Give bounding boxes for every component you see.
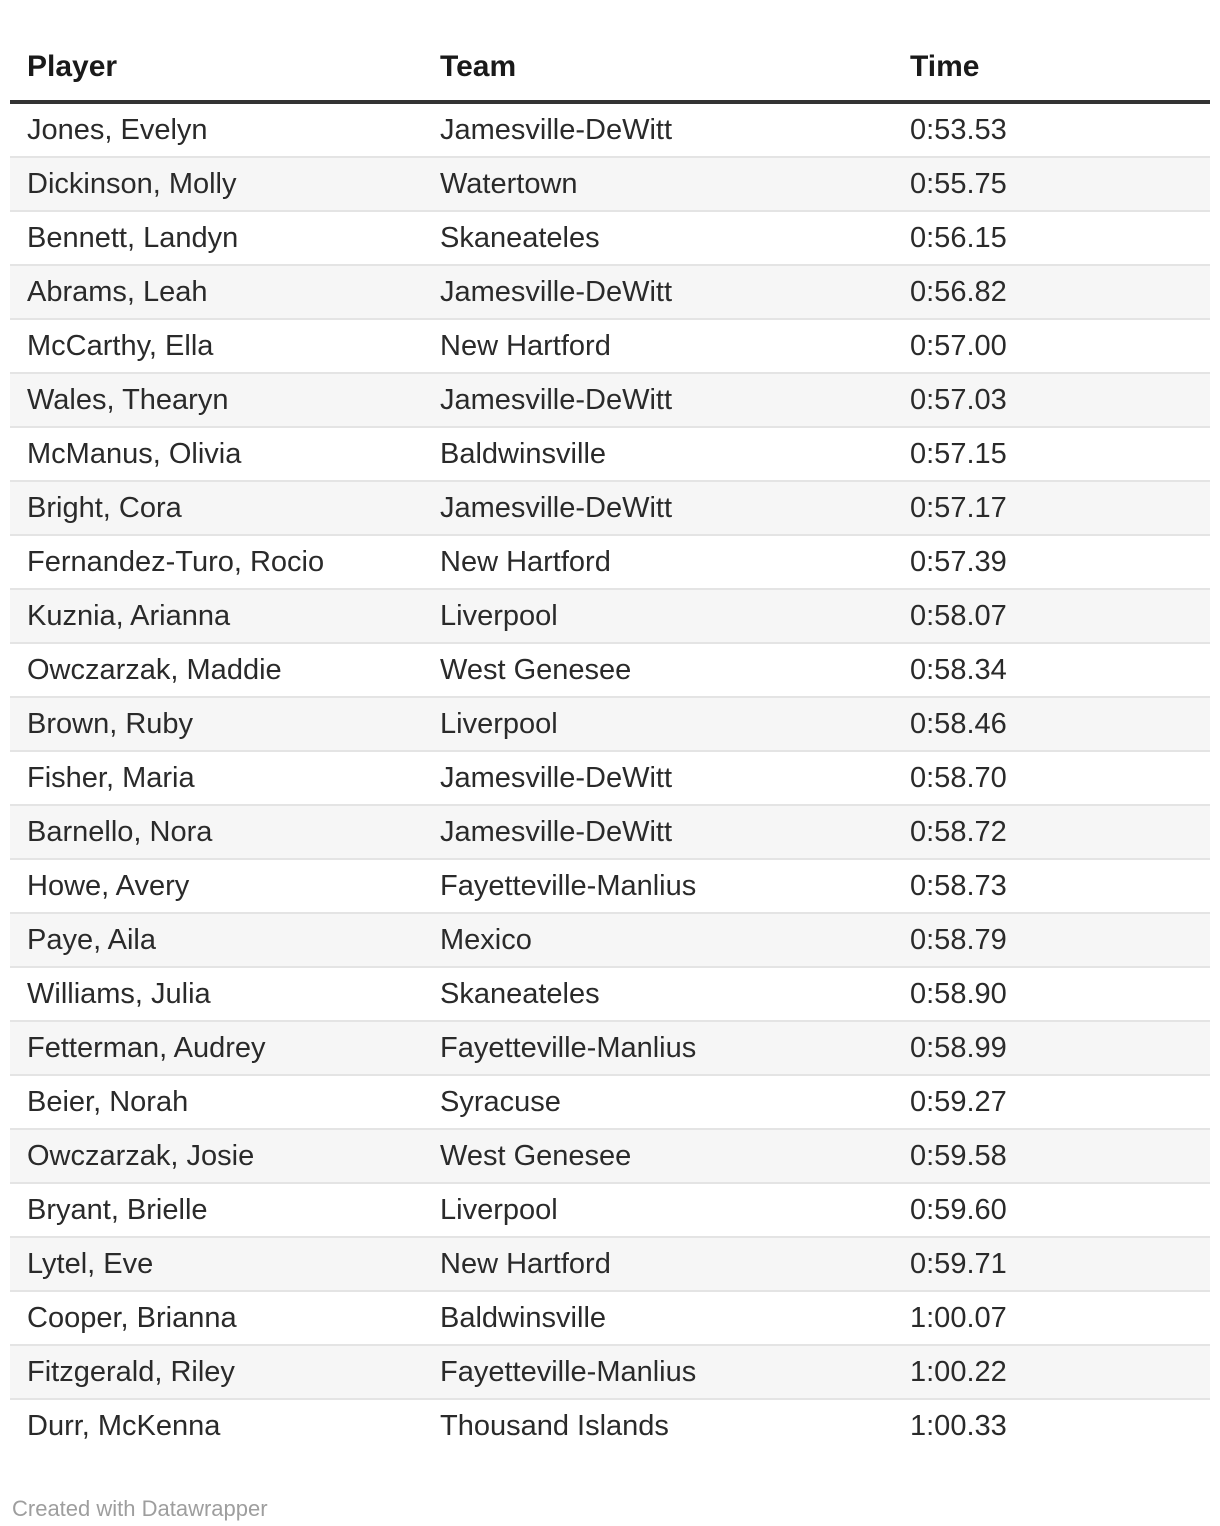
time-cell: 1:00.22 <box>893 1345 1210 1399</box>
results-table <box>10 40 1210 1452</box>
team-cell: Jamesville-DeWitt <box>423 805 893 859</box>
time-cell: 0:58.07 <box>893 589 1210 643</box>
table-body <box>10 102 1210 1452</box>
team-cell: Liverpool <box>423 1183 893 1237</box>
team-cell: Fayetteville-Manlius <box>423 1021 893 1075</box>
table-row <box>10 481 1210 535</box>
table-row <box>10 157 1210 211</box>
player-cell: Durr, McKenna <box>27 1409 221 1442</box>
player-cell: Howe, Avery <box>10 859 423 913</box>
team-cell: New Hartford <box>423 535 893 589</box>
time-cell: 0:59.60 <box>893 1183 1210 1237</box>
table-row <box>10 643 1210 697</box>
player-cell: Brown, Ruby <box>10 697 423 751</box>
player-cell: Williams, Julia <box>10 967 423 1021</box>
player-cell: Kuznia, Arianna <box>10 589 423 643</box>
team-cell: Liverpool <box>423 589 893 643</box>
time-cell: 0:58.72 <box>893 805 1210 859</box>
table-row <box>10 1183 1210 1237</box>
time-cell: 0:57.39 <box>893 535 1210 589</box>
player-cell: Dickinson, Molly <box>10 157 423 211</box>
table-row <box>10 535 1210 589</box>
table-row <box>10 1129 1210 1183</box>
time-cell: 0:58.46 <box>893 697 1210 751</box>
team-cell: Jamesville-DeWitt <box>423 265 893 319</box>
team-cell: New Hartford <box>423 1237 893 1291</box>
team-cell: Jamesville-DeWitt <box>423 481 893 535</box>
table-row <box>10 427 1210 481</box>
table-row <box>10 1075 1210 1129</box>
team-cell: West Genesee <box>423 643 893 697</box>
table-row <box>10 211 1210 265</box>
time-cell: 0:58.79 <box>893 913 1210 967</box>
time-cell: 0:55.75 <box>893 157 1210 211</box>
datawrapper-table-page <box>10 0 1210 1522</box>
player-cell: Paye, Aila <box>10 913 423 967</box>
time-cell: 1:00.33 <box>910 1409 1007 1442</box>
time-cell: 0:58.70 <box>893 751 1210 805</box>
player-cell: Jones, Evelyn <box>10 102 423 157</box>
time-cell: 0:59.71 <box>893 1237 1210 1291</box>
player-cell: Fisher, Maria <box>10 751 423 805</box>
time-cell: 0:59.27 <box>893 1075 1210 1129</box>
table-row <box>10 373 1210 427</box>
time-cell: 1:00.07 <box>893 1291 1210 1345</box>
column-header-player: Player <box>10 40 423 102</box>
team-cell: Skaneateles <box>423 967 893 1021</box>
team-cell: Baldwinsville <box>423 1291 893 1345</box>
table-row <box>10 967 1210 1021</box>
player-cell: Cooper, Brianna <box>10 1291 423 1345</box>
player-cell: Fitzgerald, Riley <box>10 1345 423 1399</box>
player-cell: McManus, Olivia <box>10 427 423 481</box>
table-row <box>10 913 1210 967</box>
team-cell: Jamesville-DeWitt <box>423 102 893 157</box>
table-row <box>10 805 1210 859</box>
time-cell: 0:58.73 <box>893 859 1210 913</box>
player-cell: Wales, Thearyn <box>10 373 423 427</box>
table-row <box>10 859 1210 913</box>
column-header-time: Time <box>893 40 1210 102</box>
table-row <box>10 751 1210 805</box>
team-cell: Fayetteville-Manlius <box>423 1345 893 1399</box>
team-cell: Watertown <box>423 157 893 211</box>
table-row <box>10 1291 1210 1345</box>
header-row <box>10 40 1210 102</box>
time-cell: 0:58.99 <box>893 1021 1210 1075</box>
table-row <box>10 1021 1210 1075</box>
table-row <box>10 102 1210 157</box>
team-cell: Liverpool <box>423 697 893 751</box>
player-cell: Barnello, Nora <box>10 805 423 859</box>
table-row <box>10 589 1210 643</box>
team-cell: Fayetteville-Manlius <box>423 859 893 913</box>
player-cell: Lytel, Eve <box>10 1237 423 1291</box>
team-cell: Baldwinsville <box>423 427 893 481</box>
footer-credit: Created with Datawrapper <box>12 1496 268 1521</box>
team-cell: West Genesee <box>423 1129 893 1183</box>
time-cell: 0:58.34 <box>893 643 1210 697</box>
team-cell: New Hartford <box>423 319 893 373</box>
time-cell: 0:59.58 <box>893 1129 1210 1183</box>
table-row <box>10 697 1210 751</box>
player-cell: Bryant, Brielle <box>10 1183 423 1237</box>
player-cell: Abrams, Leah <box>10 265 423 319</box>
column-header-team: Team <box>423 40 893 102</box>
team-cell: Jamesville-DeWitt <box>423 751 893 805</box>
table-header <box>10 40 1210 102</box>
time-cell: 0:56.15 <box>893 211 1210 265</box>
team-cell: Mexico <box>423 913 893 967</box>
player-cell: Beier, Norah <box>10 1075 423 1129</box>
table-row <box>10 1345 1210 1399</box>
player-cell: McCarthy, Ella <box>10 319 423 373</box>
time-cell: 0:53.53 <box>893 102 1210 157</box>
team-cell: Syracuse <box>423 1075 893 1129</box>
table-row <box>10 319 1210 373</box>
player-cell: Bennett, Landyn <box>10 211 423 265</box>
time-cell: 0:57.00 <box>893 319 1210 373</box>
player-cell: Fetterman, Audrey <box>10 1021 423 1075</box>
team-cell: Thousand Islands <box>440 1409 669 1442</box>
table-row <box>10 265 1210 319</box>
time-cell: 0:57.03 <box>893 373 1210 427</box>
player-cell: Owczarzak, Josie <box>10 1129 423 1183</box>
player-cell: Fernandez-Turo, Rocio <box>10 535 423 589</box>
time-cell: 0:56.82 <box>893 265 1210 319</box>
team-cell: Skaneateles <box>423 211 893 265</box>
team-cell: Jamesville-DeWitt <box>423 373 893 427</box>
table-row <box>10 1237 1210 1291</box>
time-cell: 0:58.90 <box>893 967 1210 1021</box>
player-cell: Bright, Cora <box>10 481 423 535</box>
time-cell: 0:57.17 <box>893 481 1210 535</box>
table-row <box>10 1399 1210 1452</box>
time-cell: 0:57.15 <box>893 427 1210 481</box>
player-cell: Owczarzak, Maddie <box>10 643 423 697</box>
